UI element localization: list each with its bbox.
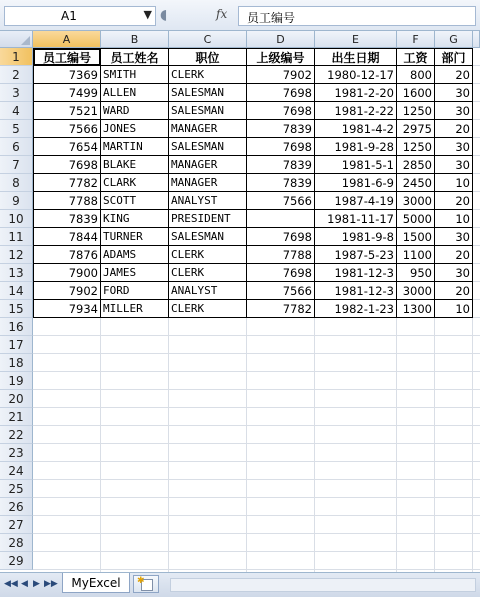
row-header-14[interactable]: 14 [0,282,33,300]
table-cell[interactable]: 7782 [33,174,101,192]
table-cell[interactable]: FORD [101,282,169,300]
table-cell[interactable]: 1981-11-17 [315,210,397,228]
table-cell[interactable]: CLERK [169,300,247,318]
row-header-16[interactable]: 16 [0,318,33,336]
table-cell[interactable]: 20 [435,282,473,300]
table-cell[interactable]: ADAMS [101,246,169,264]
horizontal-scrollbar[interactable] [170,578,476,592]
table-cell[interactable]: 3000 [397,192,435,210]
row-header-1[interactable]: 1 [0,48,33,66]
table-cell[interactable]: 7521 [33,102,101,120]
formula-value: 员工编号 [247,11,296,25]
table-cell[interactable]: 7698 [247,138,315,156]
row-header-2[interactable]: 2 [0,66,33,84]
table-cell[interactable]: 7934 [33,300,101,318]
row-header-10[interactable]: 10 [0,210,33,228]
table-cell[interactable]: JAMES [101,264,169,282]
table-cell[interactable]: 950 [397,264,435,282]
table-cell[interactable]: 7782 [247,300,315,318]
table-cell[interactable]: 30 [435,228,473,246]
table-cell[interactable]: 20 [435,192,473,210]
table-header-cell[interactable]: 出生日期 [315,48,397,66]
worksheet-grid[interactable] [33,48,480,572]
table-cell[interactable]: WARD [101,102,169,120]
table-cell[interactable]: 1100 [397,246,435,264]
table-cell[interactable]: KING [101,210,169,228]
table-cell[interactable]: 2850 [397,156,435,174]
table-cell[interactable]: 1982-1-23 [315,300,397,318]
table-cell[interactable]: 7654 [33,138,101,156]
table-cell[interactable]: 7566 [247,192,315,210]
formula-tools [158,6,236,26]
row-header-7[interactable]: 7 [0,156,33,174]
row-header-15[interactable]: 15 [0,300,33,318]
table-header-cell[interactable]: 员工编号 [33,48,101,66]
row-header-26[interactable]: 26 [0,498,33,516]
row-header-17[interactable]: 17 [0,336,33,354]
row-header-22[interactable]: 22 [0,426,33,444]
table-cell[interactable]: 10 [435,300,473,318]
insert-function-button[interactable]: fx [216,7,228,21]
table-cell[interactable]: 1981-12-3 [315,282,397,300]
row-header-19[interactable]: 19 [0,372,33,390]
row-header-29[interactable]: 29 [0,552,33,570]
table-cell[interactable]: 7698 [247,84,315,102]
table-cell[interactable]: 7900 [33,264,101,282]
table-header-cell[interactable]: 部门 [435,48,473,66]
column-header-b[interactable]: B [101,31,169,48]
table-cell[interactable]: MARTIN [101,138,169,156]
table-cell[interactable]: 1980-12-17 [315,66,397,84]
table-cell[interactable]: 7499 [33,84,101,102]
prev-sheet-icon[interactable]: ◀ [21,579,28,589]
table-cell[interactable]: 7839 [247,156,315,174]
table-cell[interactable]: 1987-5-23 [315,246,397,264]
formula-input[interactable] [238,6,476,26]
table-cell[interactable]: CLARK [101,174,169,192]
table-cell[interactable]: 7902 [33,282,101,300]
table-cell[interactable]: CLERK [169,264,247,282]
next-sheet-icon[interactable]: ▶ [33,579,40,589]
row-header-20[interactable]: 20 [0,390,33,408]
table-cell[interactable]: 7839 [247,174,315,192]
name-box-value: A1 [61,9,77,23]
table-cell[interactable]: 1981-12-3 [315,264,397,282]
table-cell[interactable]: ANALYST [169,282,247,300]
table-cell[interactable]: 7369 [33,66,101,84]
table-cell[interactable]: MANAGER [169,156,247,174]
select-all-icon [21,36,30,45]
table-cell[interactable]: 1981-9-28 [315,138,397,156]
table-cell[interactable]: 1981-2-22 [315,102,397,120]
table-cell[interactable]: 7876 [33,246,101,264]
table-cell[interactable]: BLAKE [101,156,169,174]
name-box-dropdown-icon[interactable]: ▼ [143,8,152,21]
row-header-12[interactable]: 12 [0,246,33,264]
insert-sheet-button[interactable] [133,575,159,593]
first-sheet-icon[interactable]: ◀◀ [4,579,18,589]
column-header-d[interactable]: D [247,31,315,48]
table-cell[interactable]: SALESMAN [169,102,247,120]
table-header-cell[interactable]: 职位 [169,48,247,66]
table-cell[interactable]: SALESMAN [169,228,247,246]
table-cell[interactable]: 20 [435,66,473,84]
table-cell[interactable]: 30 [435,264,473,282]
row-header-9[interactable]: 9 [0,192,33,210]
table-cell[interactable]: PRESIDENT [169,210,247,228]
table-cell[interactable]: 1600 [397,84,435,102]
table-cell[interactable]: 1981-6-9 [315,174,397,192]
last-sheet-icon[interactable]: ▶▶ [44,579,58,589]
table-cell[interactable]: 7698 [247,264,315,282]
table-cell[interactable]: 1500 [397,228,435,246]
table-cell[interactable]: 7902 [247,66,315,84]
table-cell[interactable]: 7566 [247,282,315,300]
table-cell[interactable]: 30 [435,84,473,102]
table-cell[interactable]: CLERK [169,246,247,264]
sheet-tab-bar [0,572,480,597]
row-header-23[interactable]: 23 [0,444,33,462]
table-cell[interactable]: SALESMAN [169,84,247,102]
table-cell[interactable]: 10 [435,174,473,192]
table-cell[interactable]: SCOTT [101,192,169,210]
formula-bar [0,0,480,31]
name-box[interactable] [4,6,156,26]
table-cell[interactable]: 1987-4-19 [315,192,397,210]
row-header-27[interactable]: 27 [0,516,33,534]
select-all-button[interactable] [0,31,33,48]
table-cell[interactable]: 20 [435,120,473,138]
table-cell[interactable]: JONES [101,120,169,138]
table-cell[interactable]: 5000 [397,210,435,228]
table-cell[interactable]: 3000 [397,282,435,300]
table-cell[interactable]: 7698 [33,156,101,174]
column-header-e[interactable]: E [315,31,397,48]
table-cell[interactable]: 1981-4-2 [315,120,397,138]
table-cell[interactable]: SALESMAN [169,138,247,156]
table-cell[interactable]: 7566 [33,120,101,138]
table-cell[interactable]: 20 [435,246,473,264]
table-cell[interactable]: 7698 [247,102,315,120]
row-header-21[interactable]: 21 [0,408,33,426]
table-cell[interactable]: CLERK [169,66,247,84]
table-cell[interactable]: 30 [435,156,473,174]
table-cell[interactable]: 800 [397,66,435,84]
table-cell[interactable]: MANAGER [169,120,247,138]
resize-grip-icon[interactable]: ◖ [160,7,168,23]
row-header-18[interactable]: 18 [0,354,33,372]
table-header-cell[interactable]: 上级编号 [247,48,315,66]
column-header-filler [473,31,480,48]
row-header-13[interactable]: 13 [0,264,33,282]
table-cell[interactable]: ANALYST [169,192,247,210]
table-cell[interactable]: 7788 [33,192,101,210]
sparkle-icon: ✱ [137,576,145,586]
column-header-f[interactable]: F [397,31,435,48]
column-header-a[interactable]: A [33,31,101,48]
table-cell[interactable]: 7698 [247,228,315,246]
table-cell[interactable]: SMITH [101,66,169,84]
table-cell[interactable]: MILLER [101,300,169,318]
table-cell[interactable]: 1981-2-20 [315,84,397,102]
row-header-11[interactable]: 11 [0,228,33,246]
table-cell[interactable]: 30 [435,138,473,156]
row-header-3[interactable]: 3 [0,84,33,102]
table-cell[interactable] [247,210,315,228]
table-cell[interactable]: 1250 [397,138,435,156]
row-header-28[interactable]: 28 [0,534,33,552]
table-cell[interactable]: 1981-9-8 [315,228,397,246]
table-header-cell[interactable]: 工资 [397,48,435,66]
table-cell[interactable]: 2975 [397,120,435,138]
table-header-cell[interactable]: 员工姓名 [101,48,169,66]
table-cell[interactable]: 1300 [397,300,435,318]
row-header-8[interactable]: 8 [0,174,33,192]
row-header-4[interactable]: 4 [0,102,33,120]
column-header-c[interactable]: C [169,31,247,48]
row-header-25[interactable]: 25 [0,480,33,498]
table-cell[interactable]: 7788 [247,246,315,264]
column-header-g[interactable]: G [435,31,473,48]
sheet-tab-myexcel[interactable]: MyExcel [62,573,130,593]
table-cell[interactable]: MANAGER [169,174,247,192]
row-header-24[interactable]: 24 [0,462,33,480]
table-cell[interactable]: 7839 [247,120,315,138]
table-cell[interactable]: 7839 [33,210,101,228]
table-cell[interactable]: ALLEN [101,84,169,102]
table-cell[interactable]: 10 [435,210,473,228]
row-header-6[interactable]: 6 [0,138,33,156]
table-cell[interactable]: 7844 [33,228,101,246]
table-cell[interactable]: 1250 [397,102,435,120]
table-cell[interactable]: 2450 [397,174,435,192]
table-cell[interactable]: 1981-5-1 [315,156,397,174]
table-cell[interactable]: 30 [435,102,473,120]
row-header-5[interactable]: 5 [0,120,33,138]
table-cell[interactable]: TURNER [101,228,169,246]
